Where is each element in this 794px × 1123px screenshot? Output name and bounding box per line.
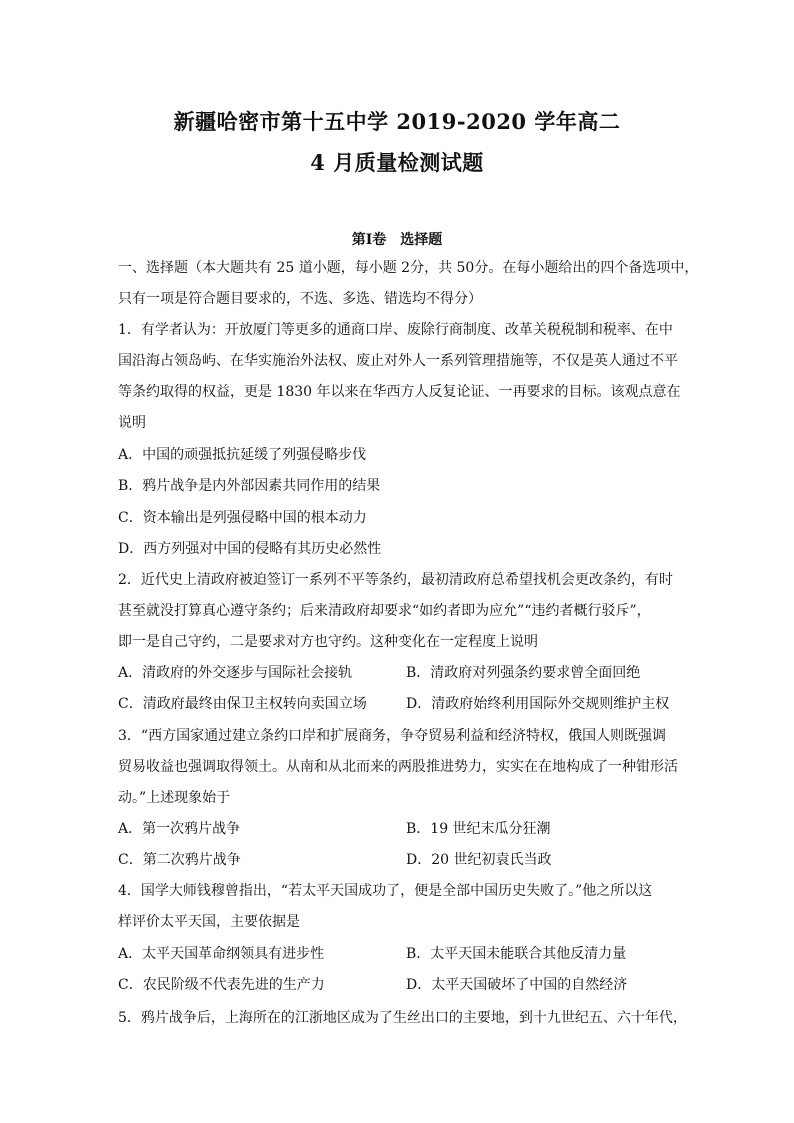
question-2-option-b: B．清政府对列强条约要求曾全面回绝 [406,665,641,681]
question-2-option-d: D．清政府始终利用国际外交规则维护主权 [406,696,670,712]
question-2-text: 即一是自己守约，二是要求对方也守约。这种变化在一定程度上说明 [118,634,538,650]
question-4-option-a: A．太平天国革命纲领具有进步性 [118,946,325,962]
question-3-text: 贸易收益也强调取得领土。从南和从北而来的两股推进势力，实实在在地构成了一种钳形活 [118,759,678,775]
document-title-line1: 新疆哈密市第十五中学 2019-2020 学年高二 [173,109,621,134]
question-1-option-a: A．中国的顽强抵抗延缓了列强侵略步伐 [118,447,367,463]
question-4-text: 样评价太平天国，主要依据是 [118,914,300,930]
document-title-line2: 4 月质量检测试题 [310,150,484,175]
question-3-option-d: D．20 世纪初袁氏当政 [406,852,552,868]
question-1-text: 国沿海占领岛屿、在华实施治外法权、废止对外人一系列管理措施等，不仅是英人通过不平 [118,353,678,369]
question-4-option-c: C．农民阶级不代表先进的生产力 [118,977,325,993]
question-2-text: 2．近代史上清政府被迫签订一系列不平等条约，最初清政府总希望找机会更改条约，有时 [118,572,673,588]
question-5-text: 5．鸦片战争后，上海所在的江浙地区成为了生丝出口的主要地，到十九世纪五、六十年代， [118,1010,687,1026]
question-2-text: 甚至就没打算真心遵守条约；后来清政府却要求“如约者即为应允”“违约者概行驳斥”， [118,603,651,619]
question-4-option-d: D．太平天国破坏了中国的自然经济 [406,977,628,993]
question-2-option-c: C．清政府最终由保卫主权转向卖国立场 [118,696,367,712]
question-1-option-d: D．西方列强对中国的侵略有其历史必然性 [118,541,382,557]
question-1-option-b: B．鸦片战争是内外部因素共同作用的结果 [118,478,381,494]
question-1-text: 1．有学者认为：开放厦门等更多的通商口岸、废除行商制度、改革关税税制和税率、在中 [118,322,673,338]
question-3-text: 动。”上述现象始于 [118,790,231,806]
question-4-text: 4．国学大师钱穆曾指出，“若太平天国成功了，便是全部中国历史失败了。”他之所以这 [118,883,653,899]
question-3-option-a: A．第一次鸦片战争 [118,821,241,837]
section-title: 第Ⅰ卷 选择题 [351,232,443,248]
question-1-text: 说明 [118,415,146,431]
question-3-text: 3．“西方国家通过建立条约口岸和扩展商务，争夺贸易利益和经济特权，俄国人则既强调 [118,728,667,744]
question-1-text: 等条约取得的权益，更是 1830 年以来在华西方人反复论证、一再要求的目标。该观点意在 [118,384,681,400]
question-2-option-a: A．清政府的外交逐步与国际社会接轨 [118,665,353,681]
question-3-option-c: C．第二次鸦片战争 [118,852,241,868]
instructions-line: 一、选择题（本大题共有 25 道小题，每小题 2分，共 50分。在每小题给出的四个备选项中， [118,260,699,276]
question-3-option-b: B．19 世纪末瓜分狂潮 [406,821,551,837]
instructions-line: 只有一项是符合题目要求的，不选、多选、错选均不得分） [118,291,482,307]
question-1-option-c: C．资本输出是列强侵略中国的根本动力 [118,510,367,526]
question-4-option-b: B．太平天国未能联合其他反清力量 [406,946,627,962]
